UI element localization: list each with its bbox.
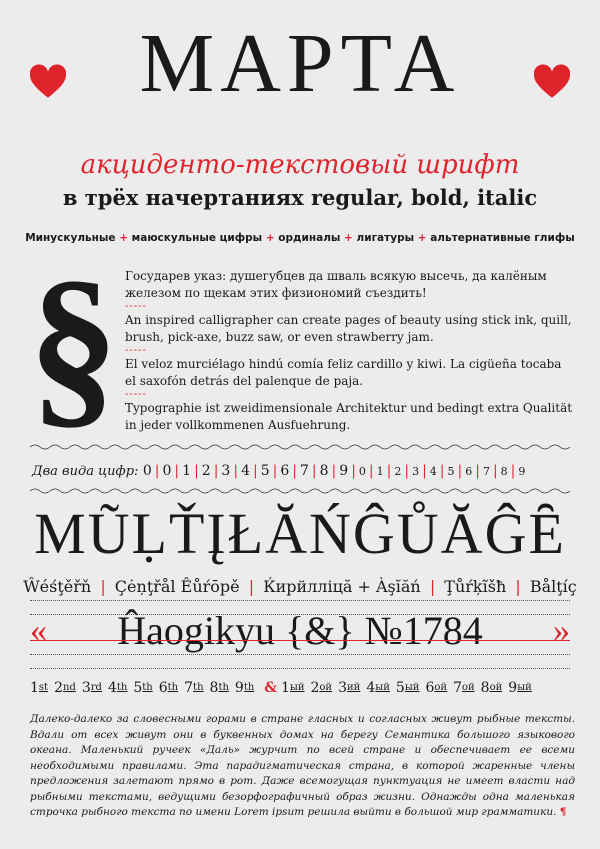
oldstyle-digit: 7 <box>482 465 490 478</box>
feature-item: маюскульные цифры <box>131 232 263 244</box>
sample-texts <box>125 268 573 434</box>
ordinals-ampersand: & <box>264 680 277 696</box>
digit-separator: | <box>213 463 219 479</box>
lining-digit: 3 <box>221 463 231 479</box>
ordinals-russian <box>281 680 538 696</box>
digits-row <box>32 461 572 482</box>
feature-separator: + <box>265 232 275 244</box>
ordinal-english: 5th <box>133 680 153 696</box>
lining-digit: 6 <box>280 463 290 479</box>
dotted-guide-line <box>30 600 570 601</box>
feature-separator: + <box>344 232 353 244</box>
ordinal-russian: $5^{ый}$ <box>395 680 420 696</box>
lining-digit: 2 <box>201 463 211 479</box>
oldstyle-digit: 1 <box>376 465 384 478</box>
digit-separator: | <box>492 463 498 479</box>
digit-separator: | <box>510 463 516 479</box>
ordinal-english: 2nd <box>54 680 76 696</box>
lining-digit: 5 <box>260 463 270 479</box>
sample-text-english: An inspired calligrapher can create pages of beauty using stick ink, quill, brush, pick-axe, buzz saw, or even strawberry jam. <box>125 313 572 344</box>
oldstyle-digit: 9 <box>518 465 526 478</box>
ordinal-english: 1st <box>30 680 49 696</box>
lining-digit: 0 <box>142 463 152 479</box>
sample-text-german: Typographie ist zweidimensionale Architektur und bedingt extra Qualität in jeder vollkommenen Ausfuehrung. <box>125 401 573 432</box>
ordinal-english: 7th <box>184 680 204 696</box>
region-separator: | <box>100 577 106 596</box>
region-turkish: Ţůŕķĩšħ <box>444 577 507 596</box>
lining-digit: 7 <box>299 463 309 479</box>
digit-separator: | <box>422 463 427 479</box>
ordinal-russian: $3^{ий}$ <box>338 680 361 696</box>
sample-divider: ----- <box>125 345 147 356</box>
ordinal-russian: $1^{ый}$ <box>280 680 305 696</box>
ordinals-english <box>30 680 260 696</box>
lining-digit: 4 <box>241 463 250 479</box>
lining-digit: 0 <box>162 463 172 479</box>
lining-digit: 1 <box>182 463 192 479</box>
font-title: МАРТА <box>139 17 461 110</box>
features-line <box>0 232 600 244</box>
ordinal-russian: $9^{ый}$ <box>508 680 532 696</box>
digit-separator: | <box>439 463 445 479</box>
region-separator: | <box>248 577 255 596</box>
red-baseline <box>30 640 570 641</box>
pilcrow-glyph: ¶ <box>559 806 567 818</box>
digits-list <box>143 463 526 479</box>
region-separator: | <box>429 577 436 596</box>
region-baltic: Bålţíç <box>529 577 577 596</box>
ordinal-russian: $7^{ой}$ <box>453 680 475 696</box>
feature-item: лигатуры <box>356 232 415 244</box>
feature-item: ординалы <box>278 232 341 244</box>
digit-separator: | <box>292 463 297 479</box>
body-paragraph <box>30 712 575 821</box>
sample-divider: ----- <box>125 301 147 312</box>
digit-separator: | <box>351 463 356 479</box>
feature-item: Минускульные <box>25 232 116 244</box>
digit-separator: | <box>194 463 199 479</box>
digit-separator: | <box>404 463 410 479</box>
guillemet-right: » <box>553 612 570 649</box>
guillemet-left: « <box>30 612 47 649</box>
regions-line <box>0 577 600 597</box>
oldstyle-digit: 5 <box>447 465 455 478</box>
wavy-divider-top <box>30 443 570 451</box>
feature-separator: + <box>119 232 129 244</box>
sample-divider: ----- <box>125 389 147 400</box>
ordinal-english: 9th <box>234 680 255 696</box>
oldstyle-digit: 2 <box>394 465 402 478</box>
region-western: Ŵéśţěřň <box>23 577 92 596</box>
oldstyle-digit: 4 <box>429 465 437 478</box>
body-text: Далеко-далеко за словесными горами в стране гласных и согласных живут рыбные тексты. Вдали от всех живут они в буквенных домах на берегу Семантика большого языкового океана. Маленький ручеек «Даль» журчит по всей стране и обеспечивает ее всеми необходимыми правилами. Эта парадигматическая страна, в которой жаренные члены предложения залетают прямо в рот. Даже всемогущая пунктуация не имеет власти над рыбными текстами, ведущими безорфографичный образ жизни. Однажды одна маленькая строчка рыбного текста по имени Lorem ipsum решила выйти в большой мир грамматики. <box>30 713 575 818</box>
lining-digit: 9 <box>339 463 349 479</box>
oldstyle-digit: 6 <box>465 465 473 478</box>
ordinal-russian: $6^{ой}$ <box>425 680 448 696</box>
ordinals-row <box>30 678 570 698</box>
ordinal-english: 8th <box>209 680 229 696</box>
oldstyle-digit: 0 <box>358 465 366 478</box>
digit-separator: | <box>368 463 374 479</box>
digit-separator: | <box>154 463 160 479</box>
digit-separator: | <box>252 463 258 479</box>
ordinal-russian: $2^{ой}$ <box>310 680 333 696</box>
haogikyu-sample: Ĥaogikyu {&} №1784 <box>117 608 483 653</box>
sample-text-russian: Государев указ: душегубцев да шваль всякую высечь, да калёным железом по щекам этих физиономий съездить! <box>125 269 547 300</box>
ordinal-russian: $4^{ый}$ <box>366 680 390 696</box>
region-central-europe: Çėņţřål Êůŕōpě <box>114 577 240 596</box>
oldstyle-digit: 3 <box>412 465 420 478</box>
sample-text-spanish: El veloz murciélago hindú comía feliz cardillo y kiwi. La cigüeña tocaba el saxofón detrás del palenque de paja. <box>125 357 562 388</box>
digit-separator: | <box>233 463 239 479</box>
region-separator: | <box>515 577 521 596</box>
digit-separator: | <box>457 463 463 479</box>
feature-item: альтернативные глифы <box>430 232 575 244</box>
digit-separator: | <box>311 463 317 479</box>
dotted-guide-line <box>30 668 570 669</box>
subtitle-line-2: в трёх начертаниях regular, bold, italic <box>62 185 538 210</box>
ordinal-russian: $8^{ой}$ <box>480 680 503 696</box>
lining-digit: 8 <box>319 463 329 479</box>
multilanguage-sample: MŨḶŤĮŁĂŃĜŮĂĜȆ <box>34 501 566 566</box>
digit-separator: | <box>475 463 480 479</box>
digits-label: Два вида цифр: <box>32 464 139 479</box>
ordinal-english: 3rd <box>81 680 102 696</box>
digit-separator: | <box>331 463 337 479</box>
dotted-guide-line <box>30 654 570 655</box>
digit-separator: | <box>174 463 180 479</box>
ordinal-english: 4th <box>107 680 128 696</box>
ordinal-english: 6th <box>158 680 179 696</box>
digit-separator: | <box>386 463 392 479</box>
feature-separator: + <box>417 232 427 244</box>
region-cyrillic-asian: Ќирйлліцă + Àşĭăń <box>263 577 421 596</box>
wavy-divider-bottom <box>30 487 570 495</box>
oldstyle-digit: 8 <box>500 465 508 478</box>
digit-separator: | <box>272 463 278 479</box>
subtitle-line-1: акциденто-текстовый шрифт <box>80 150 520 180</box>
section-mark-glyph: § <box>28 244 119 445</box>
